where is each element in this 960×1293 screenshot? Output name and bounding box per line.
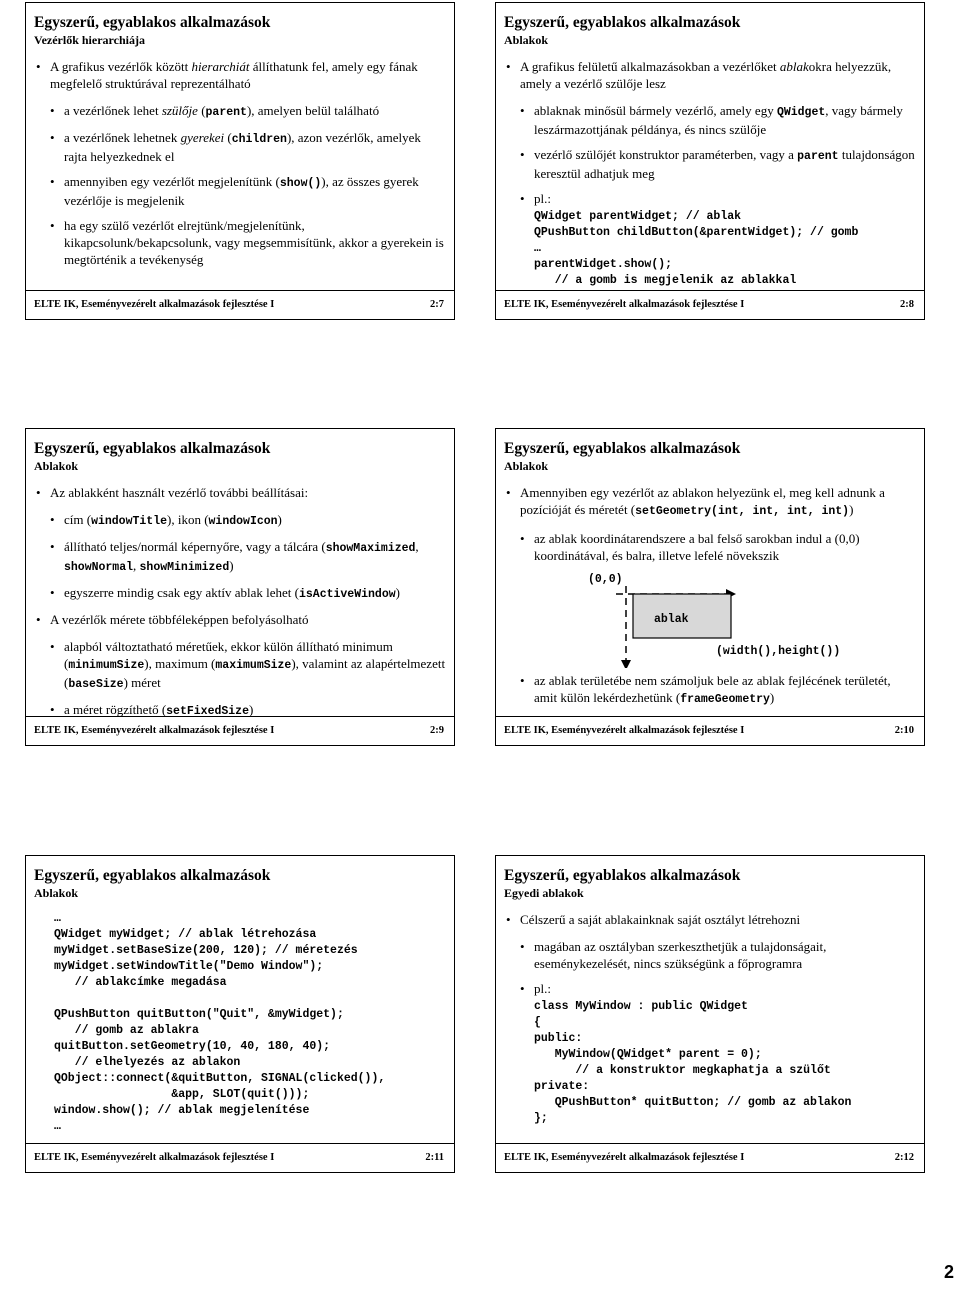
slide-number: 2:7 (430, 299, 444, 310)
slide-subtitle: Ablakok (34, 459, 79, 473)
slide-title: Egyszerű, egyablakos alkalmazások (34, 867, 271, 884)
footer-text: ELTE IK, Eseményvezérelt alkalmazások fejlesztése I (34, 299, 275, 310)
footer-text: ELTE IK, Eseményvezérelt alkalmazások fejlesztése I (504, 1152, 745, 1163)
bullet-show: • amennyiben egy vezérlőt megjelenítünk (show()), az összes gyerek vezérlője is megjelenik (34, 173, 446, 209)
bullet-coords: • az ablak koordinátarendszere a bal felső sarokban indul a (0,0) koordinátával, és balra, illetve lefelé növekszik (504, 530, 916, 564)
bullet-parent-param: • vezérlő szülőjét konstruktor paraméterben, vagy a parent tulajdonságon keresztül adhatjuk meg (504, 146, 916, 182)
bullet-example (504, 980, 916, 997)
slide-subtitle: Vezérlők hierarchiája (34, 33, 145, 47)
slide-title: Egyszerű, egyablakos alkalmazások (34, 440, 271, 457)
slide-footer (34, 297, 444, 313)
bullet-example (504, 190, 916, 207)
bullet-own-class: • Célszerű a saját ablakainknak saját osztályt létrehozni (504, 911, 916, 928)
bullet-hide: • ha egy szülő vezérlőt elrejtünk/megjelenítünk, kikapcsolunk/bekapcsolunk, vagy megsemmisítünk, akkor a gyerekein is megtörténik a tevékenység (34, 217, 446, 268)
footer-divider (496, 716, 924, 717)
slide-footer (34, 1150, 444, 1166)
example-label: pl.: (534, 981, 551, 996)
footer-divider (496, 1143, 924, 1144)
bullet-frame: • az ablak területébe nem számoljuk bele az ablak fejlécének területét, amit külön lekérdezhetünk (frameGeometry) (504, 672, 916, 708)
footer-text: ELTE IK, Eseményvezérelt alkalmazások fejlesztése I (504, 299, 745, 310)
slide-subtitle: Egyedi ablakok (504, 886, 584, 900)
code-block: QWidget parentWidget; // ablak QPushButton childButton(&parentWidget); // gomb … parentWidget.show(); // a gomb is megjelenik az ablakkal (534, 210, 859, 287)
size-label: (width(),height()) (716, 645, 841, 658)
slide-title: Egyszerű, egyablakos alkalmazások (504, 440, 741, 457)
bullet-geometry: • Amennyiben egy vezérlőt az ablakon helyezünk el, meg kell adnunk a pozícióját és méretét (setGeometry(int, int, int, int)) (504, 484, 916, 520)
bullet-resizable: • alapból változtatható méretűek, ekkor külön állítható minimum (minimumSize), maximum (maximumSize), valamint az alapértelmezett (baseSize) méret (34, 638, 446, 693)
slide-footer (34, 723, 444, 739)
slide-number: 2:11 (425, 1152, 444, 1163)
slide-2-9 (25, 428, 455, 746)
slide-2-8 (495, 2, 925, 320)
code-block: class MyWindow : public QWidget { public: MyWindow(QWidget* parent = 0); // a konstruktor megkaphatja a szülőt private: QPushButton* quitButton; // gomb az ablakon }; (534, 1000, 852, 1125)
slide-subtitle: Ablakok (504, 459, 549, 473)
page-number: 2 (943, 1262, 954, 1282)
slide-subtitle: Ablakok (34, 886, 79, 900)
slide-footer (504, 1150, 914, 1166)
code-block: … QWidget myWidget; // ablak létrehozása myWidget.setBaseSize(200, 120); // méretezés myWidget.setWindowTitle("Demo Window"); // ablakcímke megadása QPushButton quitButton("Quit", &myWidget); // gomb az ablakra quitButton.setGeometry(10, 40, 180, 40); // elhelyezés az ablakon QObject::connect(&quitButton, SIGNAL(clicked()), &app, SLOT(quit())); window.show(); // ablak megjelenítése … (54, 912, 386, 1133)
bullet-fullscreen: • állítható teljes/normál képernyőre, vagy a tálcára (showMaximized, showNormal, showMinimized) (34, 538, 446, 576)
bullet-settings: • Az ablakként használt vezérlő további beállításai: (34, 484, 446, 501)
slide-title: Egyszerű, egyablakos alkalmazások (504, 867, 741, 884)
footer-divider (496, 290, 924, 291)
footer-text: ELTE IK, Eseményvezérelt alkalmazások fejlesztése I (34, 1152, 275, 1163)
slide-footer (504, 723, 914, 739)
bullet-edit-class: • magában az osztályban szerkeszthetjük a tulajdonságait, eseménykezelését, nincs szükségünk a főprogramra (504, 938, 916, 972)
slide-number: 2:10 (894, 725, 914, 736)
coordinate-diagram (504, 568, 914, 668)
slide-title: Egyszerű, egyablakos alkalmazások (504, 14, 741, 31)
bullet-size: • A vezérlők mérete többféleképpen befolyásolható (34, 611, 446, 628)
slide-2-10 (495, 428, 925, 746)
slide-2-7 (25, 2, 455, 320)
bullet-windows: • A grafikus felületű alkalmazásokban a vezérlőket ablakokra helyezzük, amely a vezérlő szülője lesz (504, 58, 916, 92)
slide-number: 2:8 (900, 299, 914, 310)
bullet-children: • a vezérlőnek lehetnek gyerekei (children), azon vezérlők, amelyek rajta helyezkednek el (34, 129, 446, 165)
slide-2-12 (495, 855, 925, 1173)
window-box-label: ablak (654, 613, 689, 626)
bullet-qwidget: • ablaknak minősül bármely vezérlő, amely egy QWidget, vagy bármely leszármazottjának példánya, és nincs szülője (504, 102, 916, 138)
footer-text: ELTE IK, Eseményvezérelt alkalmazások fejlesztése I (504, 725, 745, 736)
slide-number: 2:12 (894, 1152, 914, 1163)
bullet-title-icon: • cím (windowTitle), ikon (windowIcon) (34, 511, 446, 530)
footer-text: ELTE IK, Eseményvezérelt alkalmazások fejlesztése I (34, 725, 275, 736)
footer-divider (26, 716, 454, 717)
slide-title: Egyszerű, egyablakos alkalmazások (34, 14, 271, 31)
slide-subtitle: Ablakok (504, 33, 549, 47)
bullet-fixed: • a méret rögzíthető (setFixedSize) (34, 701, 446, 720)
bullet-active: • egyszerre mindig csak egy aktív ablak lehet (isActiveWindow) (34, 584, 446, 603)
y-arrowhead (621, 660, 631, 668)
footer-divider (26, 1143, 454, 1144)
slide-number: 2:9 (430, 725, 444, 736)
bullet-parent: • a vezérlőnek lehet szülője (parent), amelyen belül található (34, 102, 446, 121)
slide-footer (504, 297, 914, 313)
example-label: pl.: (534, 191, 551, 206)
footer-divider (26, 290, 454, 291)
bullet-hierarchy: • A grafikus vezérlők között hierarchiát állíthatunk fel, amely egy fának megfelelő struktúrával reprezentálható (34, 58, 446, 92)
slide-2-11 (25, 855, 455, 1173)
origin-label: (0,0) (588, 573, 623, 586)
